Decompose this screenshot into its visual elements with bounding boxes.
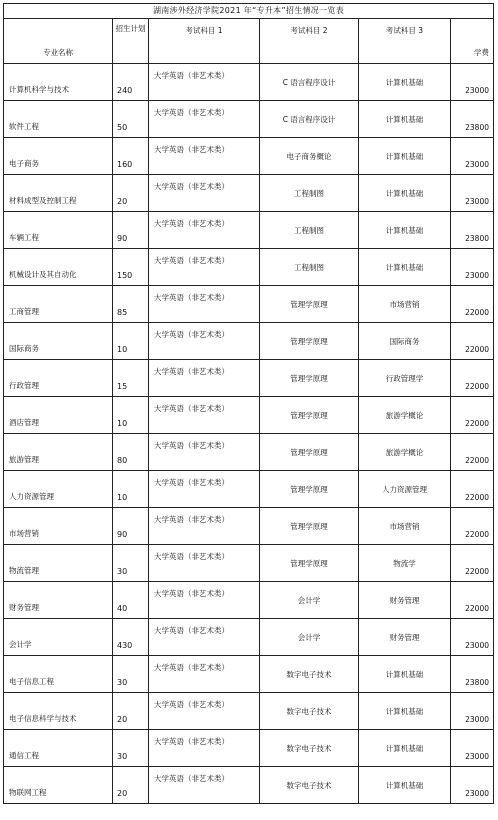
cell-subject-1: 大学英语（非艺术类）: [149, 323, 260, 360]
cell-subject-2: 管理学原理: [260, 545, 359, 582]
cell-fee: 22000: [451, 508, 494, 545]
cell-subject-3: 市场营销: [359, 286, 451, 323]
cell-major: 电子信息科学与技术: [4, 693, 113, 730]
cell-subject-1: 大学英语（非艺术类）: [149, 693, 260, 730]
cell-major: 机械设计及其自动化: [4, 249, 113, 286]
cell-fee: 22000: [451, 582, 494, 619]
cell-subject-3: 物流学: [359, 545, 451, 582]
cell-subject-1: 大学英语（非艺术类）: [149, 138, 260, 175]
table-row: [4, 508, 494, 545]
cell-subject-3: 计算机基础: [359, 175, 451, 212]
cell-subject-2: 管理学原理: [260, 323, 359, 360]
cell-fee: 22000: [451, 397, 494, 434]
cell-quota: 20: [113, 693, 149, 730]
cell-fee: 23000: [451, 175, 494, 212]
cell-major: 材料成型及控制工程: [4, 175, 113, 212]
cell-fee: 23000: [451, 64, 494, 101]
cell-subject-2: 管理学原理: [260, 397, 359, 434]
cell-major: 人力资源管理: [4, 471, 113, 508]
cell-quota: 10: [113, 471, 149, 508]
cell-major: 电子商务: [4, 138, 113, 175]
cell-subject-1: 大学英语（非艺术类）: [149, 730, 260, 767]
cell-subject-1: 大学英语（非艺术类）: [149, 286, 260, 323]
header-subject-1: 考试科目 1: [149, 19, 260, 64]
cell-subject-2: 数字电子技术: [260, 730, 359, 767]
cell-quota: 160: [113, 138, 149, 175]
cell-fee: 23800: [451, 212, 494, 249]
table-row: [4, 101, 494, 138]
cell-quota: 30: [113, 730, 149, 767]
cell-quota: 30: [113, 656, 149, 693]
cell-fee: 22000: [451, 545, 494, 582]
cell-subject-2: 管理学原理: [260, 286, 359, 323]
cell-subject-3: 财务管理: [359, 582, 451, 619]
cell-major: 国际商务: [4, 323, 113, 360]
cell-quota: 150: [113, 249, 149, 286]
table-row: [4, 767, 494, 804]
cell-subject-2: 会计学: [260, 619, 359, 656]
cell-subject-1: 大学英语（非艺术类）: [149, 619, 260, 656]
cell-major: 行政管理: [4, 360, 113, 397]
cell-fee: 23000: [451, 767, 494, 804]
cell-subject-2: 工程制图: [260, 212, 359, 249]
table-row: [4, 138, 494, 175]
cell-subject-2: C 语言程序设计: [260, 64, 359, 101]
cell-subject-2: 数字电子技术: [260, 693, 359, 730]
cell-major: 车辆工程: [4, 212, 113, 249]
table-row: [4, 175, 494, 212]
cell-quota: 10: [113, 397, 149, 434]
cell-subject-1: 大学英语（非艺术类）: [149, 508, 260, 545]
cell-subject-3: 计算机基础: [359, 138, 451, 175]
cell-subject-2: 管理学原理: [260, 434, 359, 471]
cell-subject-3: 计算机基础: [359, 656, 451, 693]
table-row: [4, 212, 494, 249]
cell-subject-3: 财务管理: [359, 619, 451, 656]
table-row: [4, 693, 494, 730]
cell-subject-3: 市场营销: [359, 508, 451, 545]
cell-subject-1: 大学英语（非艺术类）: [149, 249, 260, 286]
table-row: [4, 64, 494, 101]
cell-subject-2: 管理学原理: [260, 360, 359, 397]
cell-subject-2: 工程制图: [260, 249, 359, 286]
cell-fee: 23000: [451, 249, 494, 286]
cell-subject-2: 会计学: [260, 582, 359, 619]
cell-fee: 23000: [451, 730, 494, 767]
cell-subject-3: 人力资源管理: [359, 471, 451, 508]
cell-fee: 22000: [451, 360, 494, 397]
table-title: 湖南涉外经济学院2021 年“专升本”招生情况一览表: [4, 4, 494, 19]
table-row: [4, 360, 494, 397]
cell-quota: 10: [113, 323, 149, 360]
cell-subject-1: 大学英语（非艺术类）: [149, 545, 260, 582]
cell-major: 市场营销: [4, 508, 113, 545]
cell-quota: 240: [113, 64, 149, 101]
table-row: [4, 730, 494, 767]
cell-subject-2: 数字电子技术: [260, 656, 359, 693]
table-row: [4, 471, 494, 508]
table-row: [4, 582, 494, 619]
cell-subject-3: 计算机基础: [359, 212, 451, 249]
cell-quota: 50: [113, 101, 149, 138]
cell-subject-2: 管理学原理: [260, 471, 359, 508]
table-row: [4, 434, 494, 471]
header-quota: 招生计划: [113, 19, 149, 64]
cell-subject-2: C 语言程序设计: [260, 101, 359, 138]
table-row: [4, 545, 494, 582]
cell-subject-3: 行政管理学: [359, 360, 451, 397]
cell-fee: 22000: [451, 323, 494, 360]
cell-subject-3: 计算机基础: [359, 249, 451, 286]
cell-quota: 30: [113, 545, 149, 582]
cell-major: 计算机科学与技术: [4, 64, 113, 101]
cell-subject-1: 大学英语（非艺术类）: [149, 434, 260, 471]
cell-subject-3: 计算机基础: [359, 730, 451, 767]
cell-subject-2: 管理学原理: [260, 508, 359, 545]
cell-quota: 85: [113, 286, 149, 323]
cell-major: 会计学: [4, 619, 113, 656]
cell-fee: 22000: [451, 471, 494, 508]
cell-fee: 23000: [451, 138, 494, 175]
cell-subject-2: 工程制图: [260, 175, 359, 212]
cell-major: 通信工程: [4, 730, 113, 767]
cell-major: 工商管理: [4, 286, 113, 323]
cell-fee: 23800: [451, 101, 494, 138]
cell-quota: 90: [113, 508, 149, 545]
cell-quota: 20: [113, 175, 149, 212]
cell-major: 财务管理: [4, 582, 113, 619]
table-row: [4, 323, 494, 360]
cell-major: 旅游管理: [4, 434, 113, 471]
cell-major: 物联网工程: [4, 767, 113, 804]
cell-subject-3: 计算机基础: [359, 64, 451, 101]
table-row: [4, 249, 494, 286]
cell-subject-3: 计算机基础: [359, 767, 451, 804]
header-subject-2: 考试科目 2: [260, 19, 359, 64]
cell-subject-1: 大学英语（非艺术类）: [149, 175, 260, 212]
cell-major: 电子信息工程: [4, 656, 113, 693]
table-row: [4, 286, 494, 323]
cell-fee: 23800: [451, 656, 494, 693]
cell-subject-3: 旅游学概论: [359, 434, 451, 471]
cell-subject-1: 大学英语（非艺术类）: [149, 582, 260, 619]
cell-subject-1: 大学英语（非艺术类）: [149, 397, 260, 434]
cell-subject-2: 数字电子技术: [260, 767, 359, 804]
cell-quota: 90: [113, 212, 149, 249]
table-row: [4, 619, 494, 656]
cell-major: 物流管理: [4, 545, 113, 582]
header-fee: 学费: [451, 19, 494, 64]
cell-quota: 15: [113, 360, 149, 397]
cell-subject-3: 旅游学概论: [359, 397, 451, 434]
cell-fee: 22000: [451, 434, 494, 471]
cell-quota: 430: [113, 619, 149, 656]
cell-major: 软件工程: [4, 101, 113, 138]
table-body: [4, 64, 494, 804]
cell-subject-3: 国际商务: [359, 323, 451, 360]
cell-fee: 23000: [451, 619, 494, 656]
cell-subject-3: 计算机基础: [359, 693, 451, 730]
cell-major: 酒店管理: [4, 397, 113, 434]
header-row: [4, 19, 494, 64]
cell-subject-1: 大学英语（非艺术类）: [149, 360, 260, 397]
cell-subject-2: 电子商务概论: [260, 138, 359, 175]
cell-fee: 23000: [451, 693, 494, 730]
admission-table: [3, 3, 494, 804]
cell-fee: 22000: [451, 286, 494, 323]
cell-subject-3: 计算机基础: [359, 101, 451, 138]
cell-subject-1: 大学英语（非艺术类）: [149, 212, 260, 249]
cell-quota: 20: [113, 767, 149, 804]
cell-subject-1: 大学英语（非艺术类）: [149, 101, 260, 138]
cell-quota: 40: [113, 582, 149, 619]
cell-subject-1: 大学英语（非艺术类）: [149, 767, 260, 804]
header-subject-3: 考试科目 3: [359, 19, 451, 64]
header-major: 专业名称: [4, 19, 113, 64]
cell-subject-1: 大学英语（非艺术类）: [149, 656, 260, 693]
cell-quota: 80: [113, 434, 149, 471]
table-row: [4, 397, 494, 434]
cell-subject-1: 大学英语（非艺术类）: [149, 64, 260, 101]
table-row: [4, 656, 494, 693]
cell-subject-1: 大学英语（非艺术类）: [149, 471, 260, 508]
